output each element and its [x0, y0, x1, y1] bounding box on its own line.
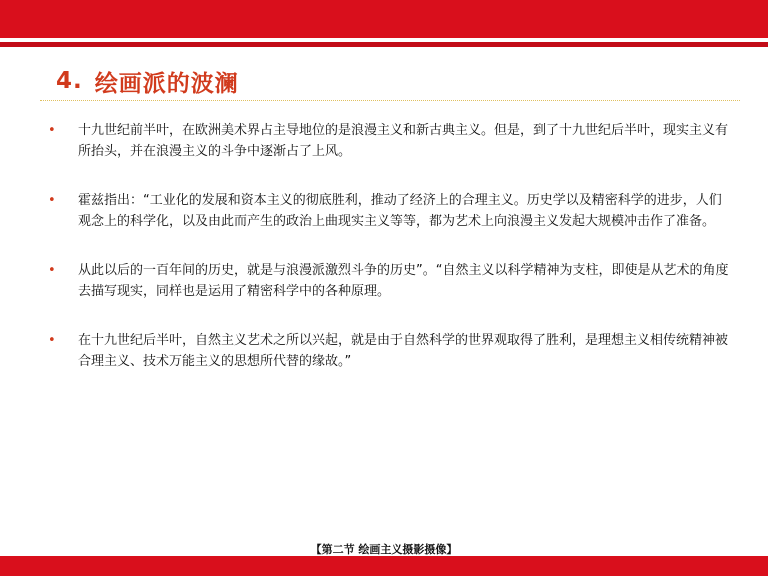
footer-section-label: 【第二节 绘画主义摄影摄像】 [310, 543, 458, 556]
bullet-item [44, 260, 734, 302]
top-red-band [0, 0, 768, 38]
bullet-marker: • [48, 123, 56, 138]
bullet-item [44, 120, 734, 162]
bullet-marker: • [48, 193, 56, 208]
bullet-item [44, 330, 734, 372]
bullet-text: 在十九世纪后半叶，自然主义艺术之所以兴起，就是由于自然科学的世界观取得了胜利，是理想主义相传统精神被合理主义、技术万能主义的思想所代替的缘故。” [78, 333, 729, 369]
top-thin-red-band [0, 42, 768, 47]
bullet-text: 从此以后的一百年间的历史，就是与浪漫派激烈斗争的历史”。“自然主义以科学精神为支柱，即使是从艺术的角度去描写现实，同样也是运用了精密科学中的各种原理。 [78, 263, 729, 299]
bullet-item [44, 190, 734, 232]
bottom-red-band [0, 556, 768, 576]
title-divider [40, 100, 740, 101]
bullet-marker: • [48, 263, 56, 278]
bullet-list [44, 120, 734, 400]
slide-title [56, 64, 239, 98]
bullet-text: 十九世纪前半叶，在欧洲美术界占主导地位的是浪漫主义和新古典主义。但是，到了十九世纪后半叶，现实主义有所抬头，并在浪漫主义的斗争中逐渐占了上风。 [78, 123, 729, 159]
bullet-text: 霍兹指出：“工业化的发展和资本主义的彻底胜利，推动了经济上的合理主义。历史学以及精密科学的进步，人们观念上的科学化，以及由此而产生的政治上曲现实主义等等，都为艺术上向浪漫主义发起大规模冲击作了准备。 [78, 193, 722, 229]
slide-title-number: 4. [56, 68, 83, 94]
bullet-marker: • [48, 333, 56, 348]
slide-title-text: 绘画派的波澜 [94, 70, 239, 97]
